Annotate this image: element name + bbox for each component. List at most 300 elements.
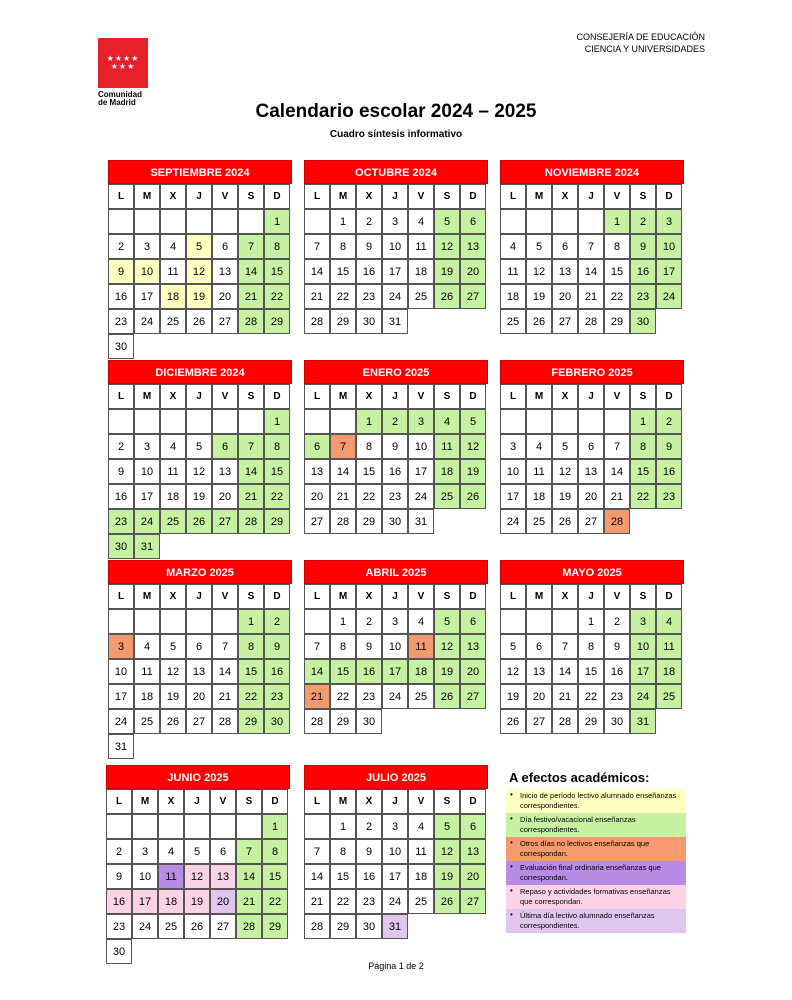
week-row [500,509,684,534]
day-cell: 14 [236,864,262,889]
month-block [500,360,684,534]
day-cell: 7 [304,234,330,259]
weekday-label: D [656,384,682,409]
day-cell: 8 [330,839,356,864]
weekday-header-row [500,584,684,609]
day-cell: 23 [264,684,290,709]
weekday-label: M [330,184,356,209]
day-cell: 20 [552,284,578,309]
week-row [304,864,488,889]
day-cell: 7 [238,234,264,259]
empty-day-cell [304,609,330,634]
week-row [304,234,488,259]
week-row [500,684,684,709]
day-cell: 25 [160,509,186,534]
day-cell: 19 [186,284,212,309]
day-cell: 12 [186,459,212,484]
blank-cell [186,734,212,759]
weekday-label: D [264,584,290,609]
weekday-label: L [108,584,134,609]
month-block [304,560,488,734]
week-row [500,234,684,259]
weekday-label: S [434,789,460,814]
blank-cell [656,709,682,734]
blank-cell [186,534,212,559]
weekday-header-row [108,584,292,609]
blank-cell [408,709,434,734]
logo-name: Comunidad de Madrid [98,90,142,107]
day-cell: 30 [382,509,408,534]
day-cell: 15 [604,259,630,284]
day-cell: 6 [578,434,604,459]
week-row [304,914,488,939]
day-cell: 10 [132,864,158,889]
blank-cell [460,309,486,334]
month-block [304,360,488,534]
weekday-header-row [304,789,488,814]
day-cell: 22 [578,684,604,709]
day-cell: 15 [264,259,290,284]
day-cell: 19 [552,484,578,509]
day-cell: 11 [160,259,186,284]
day-cell: 12 [160,659,186,684]
empty-day-cell [134,609,160,634]
day-cell: 10 [656,234,682,259]
day-cell: 22 [330,284,356,309]
week-row [304,434,488,459]
week-row [108,259,292,284]
day-cell: 19 [186,484,212,509]
day-cell: 6 [460,609,486,634]
day-cell: 2 [356,814,382,839]
weekday-label: J [186,184,212,209]
day-cell: 27 [186,709,212,734]
day-cell: 6 [526,634,552,659]
day-cell: 31 [382,914,408,939]
week-row [304,659,488,684]
day-cell: 30 [356,709,382,734]
day-cell: 4 [160,234,186,259]
weekday-label: L [500,184,526,209]
week-row [500,434,684,459]
day-cell: 24 [408,484,434,509]
day-cell: 31 [134,534,160,559]
weekday-label: D [656,584,682,609]
page-title: Calendario escolar 2024 – 2025 [255,101,537,122]
day-cell: 7 [604,434,630,459]
week-row [108,459,292,484]
day-cell: 13 [460,839,486,864]
day-cell: 9 [656,434,682,459]
day-cell: 1 [330,609,356,634]
empty-day-cell [578,409,604,434]
legend [506,789,686,933]
blank-cell [264,534,290,559]
day-cell: 19 [460,459,486,484]
weekday-label: X [356,584,382,609]
day-cell: 1 [630,409,656,434]
day-cell: 22 [604,284,630,309]
weekday-label: X [356,184,382,209]
day-cell: 21 [238,284,264,309]
day-cell: 20 [212,484,238,509]
week-row [304,709,488,734]
day-cell: 8 [264,234,290,259]
day-cell: 9 [356,634,382,659]
week-row [304,684,488,709]
week-row [500,409,684,434]
day-cell: 11 [526,459,552,484]
day-cell: 27 [460,889,486,914]
empty-day-cell [132,814,158,839]
day-cell: 2 [356,209,382,234]
empty-day-cell [238,409,264,434]
department-line-2: CIENCIA Y UNIVERSIDADES [584,44,705,54]
day-cell: 4 [434,409,460,434]
weekday-label: M [526,384,552,409]
empty-day-cell [210,814,236,839]
weekday-label: J [186,584,212,609]
day-cell: 3 [134,234,160,259]
day-cell: 19 [434,659,460,684]
day-cell: 21 [304,284,330,309]
empty-day-cell [134,209,160,234]
legend-item: • Día festivo/vacacional enseñanzas correspondientes. [506,813,686,837]
day-cell: 13 [304,459,330,484]
day-cell: 11 [134,659,160,684]
day-cell: 1 [262,814,288,839]
day-cell: 27 [210,914,236,939]
month-block [304,160,488,334]
day-cell: 12 [552,459,578,484]
day-cell: 22 [330,889,356,914]
day-cell: 11 [160,459,186,484]
day-cell: 26 [186,509,212,534]
day-cell: 21 [238,484,264,509]
legend-item: • Evaluación final ordinaria enseñanzas que correspondan. [506,861,686,885]
day-cell: 19 [184,889,210,914]
day-cell: 24 [630,684,656,709]
day-cell: 24 [134,509,160,534]
day-cell: 3 [656,209,682,234]
day-cell: 22 [238,684,264,709]
weekday-label: M [526,584,552,609]
weekday-label: D [656,184,682,209]
day-cell: 27 [460,284,486,309]
day-cell: 24 [108,709,134,734]
weekday-label: V [604,384,630,409]
day-cell: 21 [578,284,604,309]
day-cell: 18 [408,259,434,284]
day-cell: 17 [656,259,682,284]
week-row [500,634,684,659]
blank-cell [134,334,160,359]
empty-day-cell [578,209,604,234]
week-row [108,509,292,534]
month-title: OCTUBRE 2024 [304,160,488,184]
day-cell: 2 [264,609,290,634]
page-footer: Página 1 de 2 [368,961,424,971]
empty-day-cell [160,409,186,434]
weekday-header-row [106,789,290,814]
day-cell: 11 [434,434,460,459]
day-cell: 27 [212,509,238,534]
weekday-label: D [460,584,486,609]
week-row [304,284,488,309]
day-cell: 18 [134,684,160,709]
day-cell: 28 [604,509,630,534]
empty-day-cell [184,814,210,839]
weekday-label: V [604,184,630,209]
week-row [108,284,292,309]
day-cell: 28 [304,709,330,734]
weekday-header-row [304,584,488,609]
day-cell: 24 [134,309,160,334]
week-row [108,609,292,634]
empty-day-cell [500,209,526,234]
day-cell: 29 [238,709,264,734]
week-row [304,409,488,434]
day-cell: 30 [356,914,382,939]
day-cell: 10 [134,459,160,484]
day-cell: 15 [330,259,356,284]
day-cell: 27 [552,309,578,334]
day-cell: 10 [108,659,134,684]
day-cell: 11 [408,839,434,864]
day-cell: 10 [382,234,408,259]
week-row [108,734,292,759]
day-cell: 7 [236,839,262,864]
weekday-label: J [382,584,408,609]
day-cell: 28 [330,509,356,534]
weekday-label: D [460,184,486,209]
blank-cell [656,509,682,534]
day-cell: 20 [460,864,486,889]
week-row [500,309,684,334]
weekday-label: L [106,789,132,814]
month-block [304,765,488,939]
page-subtitle: Cuadro síntesis informativo [329,129,463,140]
weekday-label: D [460,789,486,814]
month-block [106,765,290,964]
empty-day-cell [304,814,330,839]
empty-day-cell [108,209,134,234]
day-cell: 19 [434,864,460,889]
weekday-label: J [382,184,408,209]
day-cell: 31 [382,309,408,334]
weekday-label: L [108,384,134,409]
day-cell: 23 [656,484,682,509]
empty-day-cell [526,209,552,234]
weekday-label: L [304,384,330,409]
day-cell: 28 [238,509,264,534]
day-cell: 18 [526,484,552,509]
day-cell: 2 [108,434,134,459]
day-cell: 3 [134,434,160,459]
day-cell: 28 [552,709,578,734]
department-heading [576,31,705,55]
weekday-label: S [630,184,656,209]
blank-cell [656,309,682,334]
day-cell: 18 [500,284,526,309]
weekday-label: V [212,184,238,209]
blank-cell [238,734,264,759]
weekday-label: X [356,384,382,409]
weekday-label: J [382,384,408,409]
weekday-label: X [158,789,184,814]
weekday-label: M [526,184,552,209]
day-cell: 16 [106,889,132,914]
day-cell: 26 [552,509,578,534]
day-cell: 5 [434,609,460,634]
day-cell: 4 [500,234,526,259]
day-cell: 23 [356,284,382,309]
week-row [108,309,292,334]
day-cell: 5 [500,634,526,659]
day-cell: 16 [630,259,656,284]
day-cell: 16 [382,459,408,484]
weekday-label: M [330,384,356,409]
weekday-header-row [500,384,684,409]
madrid-flag-icon: ★★★★ ★★★ [98,38,148,88]
week-row [108,409,292,434]
day-cell: 29 [264,309,290,334]
day-cell: 7 [578,234,604,259]
day-cell: 24 [656,284,682,309]
day-cell: 1 [578,609,604,634]
day-cell: 16 [604,659,630,684]
month-block [500,160,684,334]
day-cell: 24 [382,284,408,309]
day-cell: 18 [408,864,434,889]
day-cell: 16 [656,459,682,484]
day-cell: 17 [134,484,160,509]
day-cell: 29 [330,309,356,334]
day-cell: 29 [264,509,290,534]
month-title: MARZO 2025 [108,560,292,584]
week-row [108,659,292,684]
day-cell: 17 [382,259,408,284]
day-cell: 26 [460,484,486,509]
day-cell: 23 [106,914,132,939]
day-cell: 25 [408,284,434,309]
day-cell: 13 [210,864,236,889]
week-row [500,709,684,734]
blank-cell [160,334,186,359]
month-block [108,560,292,759]
day-cell: 21 [604,484,630,509]
month-block [108,360,292,559]
blank-cell [434,509,460,534]
day-cell: 8 [578,634,604,659]
day-cell: 7 [304,839,330,864]
day-cell: 12 [184,864,210,889]
day-cell: 21 [304,684,330,709]
day-cell: 7 [552,634,578,659]
week-row [108,434,292,459]
day-cell: 13 [212,259,238,284]
day-cell: 22 [264,284,290,309]
week-row [106,839,290,864]
day-cell: 1 [356,409,382,434]
day-cell: 20 [460,659,486,684]
day-cell: 14 [330,459,356,484]
day-cell: 3 [382,609,408,634]
day-cell: 23 [356,889,382,914]
day-cell: 23 [356,684,382,709]
day-cell: 5 [186,434,212,459]
empty-day-cell [212,609,238,634]
empty-day-cell [108,409,134,434]
day-cell: 16 [356,864,382,889]
day-cell: 13 [578,459,604,484]
blank-cell [460,914,486,939]
week-row [304,309,488,334]
day-cell: 18 [434,459,460,484]
weekday-label: D [264,184,290,209]
day-cell: 17 [500,484,526,509]
empty-day-cell [186,409,212,434]
week-row [108,709,292,734]
day-cell: 4 [526,434,552,459]
day-cell: 30 [630,309,656,334]
day-cell: 16 [356,659,382,684]
weekday-label: V [210,789,236,814]
day-cell: 16 [264,659,290,684]
day-cell: 20 [212,284,238,309]
day-cell: 25 [408,684,434,709]
weekday-label: M [134,384,160,409]
day-cell: 20 [186,684,212,709]
day-cell: 21 [236,889,262,914]
day-cell: 20 [304,484,330,509]
day-cell: 30 [356,309,382,334]
day-cell: 8 [264,434,290,459]
week-row [500,284,684,309]
weekday-label: M [134,184,160,209]
day-cell: 5 [434,814,460,839]
day-cell: 2 [604,609,630,634]
month-title: ABRIL 2025 [304,560,488,584]
week-row [304,459,488,484]
month-block [500,560,684,734]
week-row [304,609,488,634]
day-cell: 24 [500,509,526,534]
day-cell: 16 [108,484,134,509]
day-cell: 4 [408,209,434,234]
day-cell: 22 [262,889,288,914]
day-cell: 26 [526,309,552,334]
week-row [108,234,292,259]
day-cell: 19 [526,284,552,309]
day-cell: 15 [238,659,264,684]
weekday-label: S [238,384,264,409]
day-cell: 27 [304,509,330,534]
legend-item: • Inicio de período lectivo alumnado enseñanzas correspondientes. [506,789,686,813]
day-cell: 19 [434,259,460,284]
day-cell: 27 [212,309,238,334]
weekday-label: V [212,384,238,409]
day-cell: 28 [212,709,238,734]
day-cell: 21 [330,484,356,509]
weekday-label: L [500,584,526,609]
day-cell: 8 [356,434,382,459]
empty-day-cell [160,209,186,234]
day-cell: 13 [460,234,486,259]
blank-cell [434,914,460,939]
weekday-label: L [108,184,134,209]
blank-cell [212,534,238,559]
